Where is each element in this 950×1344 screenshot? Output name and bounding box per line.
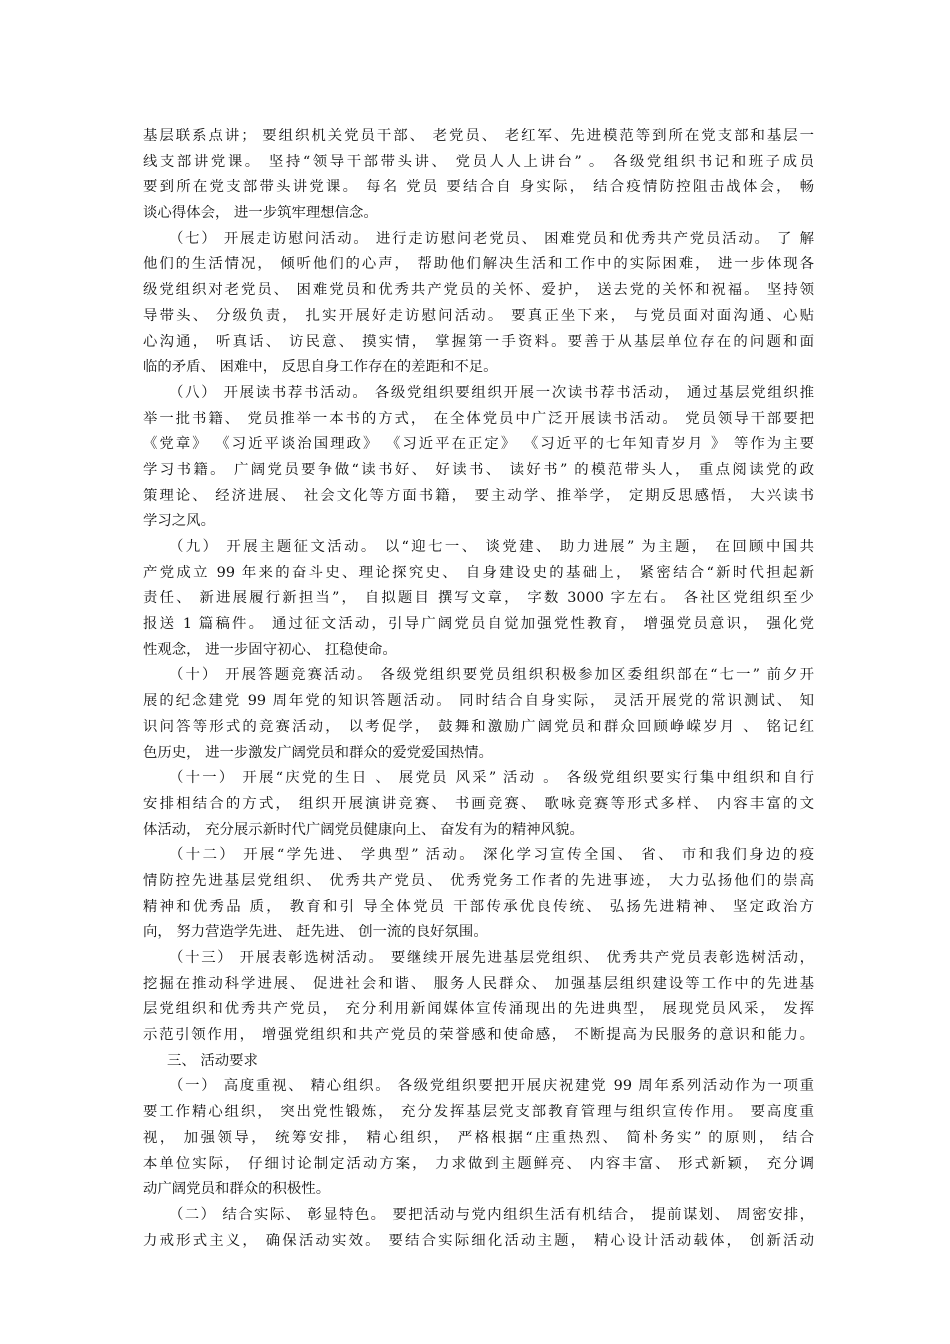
text-line: 力戒形式主义， 确保活动实效。 要结合实际细化活动主题， 精心设计活动载体， 创新活动 <box>143 1232 814 1249</box>
text-line: 责任、 新进展履行新担当”， 自拟题目 撰写文章， 字数 3000 字左右。 各社区党组织至少 <box>143 590 814 607</box>
text-line: 识问答等形式的竞赛活动， 以考促学， 鼓舞和激励广阔党员和群众回顾峥嵘岁月 、 铭记红 <box>143 718 814 735</box>
text-line: 体活动， 充分展示新时代广阔党员健康向上、 奋发有为的精神风貌。 <box>143 821 584 838</box>
text-line: 基层联系点讲； 要组织机关党员干部、 老党员、 老红军、先进模范等到所在党支部和基层一 <box>143 128 814 144</box>
text-line: 线支部讲党课。 坚持“领导干部带头讲、 党员人人上讲台” 。 各级党组织书记和班子成员 <box>143 153 814 170</box>
text-line: 安排相结合的方式， 组织开展演讲竞赛、 书画竞赛、 歌咏竞赛等形式多样、 内容丰富的文 <box>143 795 814 812</box>
text-line: 谈心得体会， 进一步筑牢理想信念。 <box>143 205 378 222</box>
text-line: 视， 加强领导， 统筹安排， 精心组织， 严格根据“庄重热烈、 简朴务实” 的原则， 结合 <box>143 1129 814 1146</box>
text-line: 展的纪念建党 99 周年党的知识答题活动。 同时结合自身实际， 灵活开展党的常识测试、 知 <box>143 693 814 710</box>
text-line: 举一批书籍、 党员推举一本书的方式， 在全体党员中广泛开展读书活动。 党员领导干部要把 <box>143 410 814 427</box>
text-line: 向， 努力营造学先进、 赶先进、 创一流的良好氛围。 <box>143 924 488 941</box>
text-line: 挖掘在推动科学进展、 促进社会和谐、 服务人民群众、 加强基层组织建设等工作中的先进基 <box>143 975 814 992</box>
text-line: 策理论、 经济进展、 社会文化等方面书籍， 要主动学、推举学， 定期反思感悟， 大兴读书 <box>143 487 814 504</box>
text-line: 精神和优秀品 质， 教育和引 导全体党员 干部传承优良传统、 弘扬先进精神、 坚定政治方 <box>143 898 814 915</box>
text-line: 示范引领作用， 增强党组织和共产党员的荣誉感和使命感， 不断提高为民服务的意识和能力。 <box>143 1027 814 1044</box>
text-line: 动广阔党员和群众的积极性。 <box>143 1181 331 1198</box>
text-line: 导带头、 分级负责， 扎实开展好走访慰问活动。 要真正坐下来， 与党员面对面沟通、心贴 <box>143 307 814 324</box>
paragraph-heading-req-2: （二） 结合实际、 彰显特色。 要把活动与党内组织生活有机结合， 提前谋划、 周密安排， <box>169 1206 814 1223</box>
text-line: 色历史， 进一步激发广阔党员和群众的爱党爱国热情。 <box>143 744 493 761</box>
text-line: 情防控先进基层党组织、 优秀共产党员、 优秀党务工作者的先进事迹， 大力弘扬他们的崇高 <box>143 872 814 889</box>
text-line: 本单位实际， 仔细讨论制定活动方案， 力求做到主题鲜亮、 内容丰富、 形式新颖， 充分调 <box>143 1155 814 1172</box>
paragraph-heading-req-1: （一） 高度重视、 精心组织。 各级党组织要把开展庆祝建党 99 周年系列活动作为一项重 <box>169 1078 814 1095</box>
paragraph-heading-8: （八） 开展读书荐书活动。 各级党组织要组织开展一次读书荐书活动， 通过基层党组织推 <box>169 384 814 401</box>
paragraph-heading-12: （十二） 开展“学先进、 学典型” 活动。 深化学习宣传全国、 省、 市和我们身边的疫 <box>169 847 814 864</box>
section-heading-activity-requirements: 三、 活动要求 <box>167 1052 258 1069</box>
text-line: 心沟通， 听真话、 访民意、 摸实情， 掌握第一手资料。要善于从基层单位存在的问题和面 <box>143 333 814 350</box>
text-line: 性观念， 进一步固守初心、 扛稳使命。 <box>143 641 397 658</box>
text-line: 《党章》 《习近平谈治国理政》 《习近平在正定》 《习近平的七年知青岁月 》 等作为主要 <box>143 436 814 453</box>
text-line: 级党组织对老党员、 困难党员和优秀共产党员的关怀、爱护， 送去党的关怀和祝福。 坚持领 <box>143 282 814 299</box>
text-line: 报送 1 篇稿件。 通过征文活动，引导广阔党员自觉加强党性教育， 增强党员意识， 强化党 <box>143 616 814 633</box>
paragraph-heading-13: （十三） 开展表彰选树活动。 要继续开展先进基层党组织、 优秀共产党员表彰选树活动， <box>169 950 814 966</box>
paragraph-heading-7: （七） 开展走访慰问活动。 进行走访慰问老党员、 困难党员和优秀共产党员活动。 了 解 <box>169 230 814 247</box>
paragraph-heading-10: （十） 开展答题竞赛活动。 各级党组织要党员组织积极参加区委组织部在“七一” 前夕开 <box>169 667 814 684</box>
text-line: 他们的生活情况， 倾听他们的心声， 帮助他们解决生活和工作中的实际困难， 进一步体现各 <box>143 256 814 273</box>
text-line: 产党成立 99 年来的奋斗史、理论探究史、 自身建设史的基础上， 紧密结合“新时代担起新 <box>143 564 814 581</box>
text-line: 学习书籍。 广阔党员要争做“读书好、 好读书、 读好书” 的模范带头人， 重点阅读党的政 <box>143 461 814 478</box>
text-line: 要工作精心组织， 突出党性锻炼， 充分发挥基层党支部教育管理与组织宣传作用。 要高度重 <box>143 1104 814 1121</box>
text-line: 学习之风。 <box>143 513 215 530</box>
text-line: 要到所在党支部带头讲党课。 每名 党员 要结合自 身实际， 结合疫情防控阻击战体会， 畅 <box>143 179 814 196</box>
paragraph-heading-11: （十一） 开展“庆党的生日 、 展党员 风采” 活动 。 各级党组织要实行集中组织和自行 <box>169 770 814 787</box>
text-line: 层党组织和优秀共产党员， 充分利用新闻媒体宣传涌现出的先进典型， 展现党员风采， 发挥 <box>143 1001 814 1018</box>
text-line: 临的矛盾、 困难中， 反思自身工作存在的差距和不足。 <box>143 359 498 376</box>
paragraph-heading-9: （九） 开展主题征文活动。 以“迎七一、 谈党建、 助力进展” 为主题， 在回顾中国共 <box>169 539 814 555</box>
